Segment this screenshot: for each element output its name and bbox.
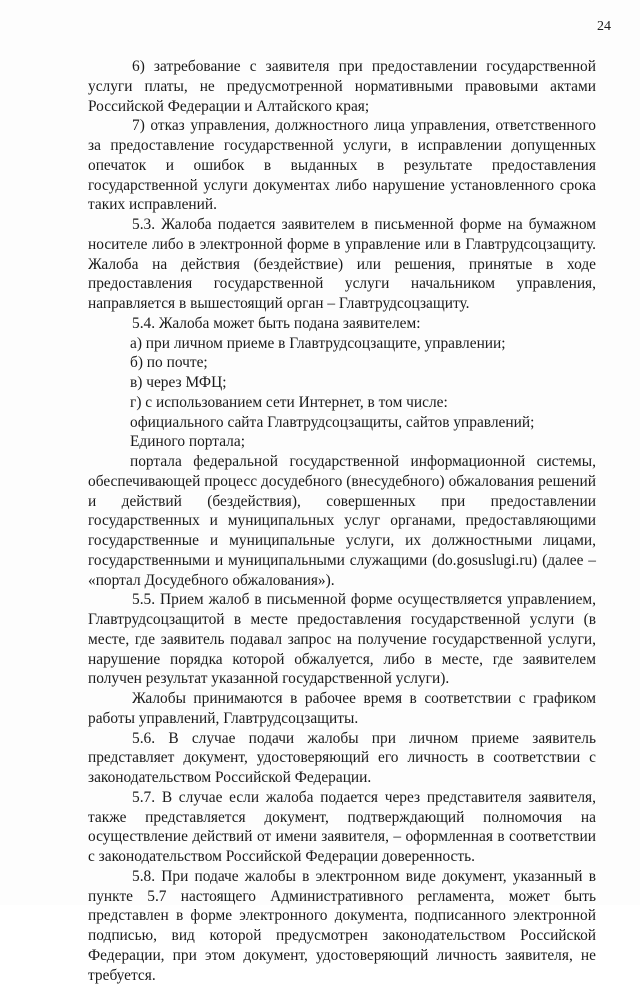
list-subitem-unified-portal: Единого портала; (130, 433, 245, 451)
paragraph-item-6: 6) затребование с заявителя при предоставлении государственной услуги платы, не предусмотренной нормативными правовыми актами Российской Федерации и Алтайского края; (88, 58, 596, 115)
document-body (88, 57, 596, 985)
paragraph-5-4: 5.4. Жалоба может быть подана заявителем: (132, 314, 421, 332)
page-number: 24 (597, 19, 611, 34)
paragraph-working-hours: Жалобы принимаются в рабочее время в соответствии с графиком работы управлений, Главтрудсоцзащиты. (88, 690, 596, 727)
list-subitem-pretrial-portal: портала федеральной государственной информационной системы, обеспечивающей процесс досудебного (внесудебного) обжалования решений и действий (бездействия), совершенных при предоставлении государственных и муниципальных услуг органами, предоставляющими государственные и муниципальные услуги, их должностными лицами, государственными и муниципальными служащими (do.gosuslugi.ru) (далее – «портал Досудебного обжалования»). (88, 453, 596, 589)
paragraph-5-3: 5.3. Жалоба подается заявителем в письменной форме на бумажном носителе либо в электронной форме в управление или в Главтрудсоцзащиту. Жалоба на действия (бездействие) или решения, принятые в ходе предоставления государственной услуги начальником управления, направляется в вышестоящий орган – Главтрудсоцзащиту. (88, 216, 596, 312)
paragraph-5-7: 5.7. В случае если жалоба подается через представителя заявителя, также представляется документ, подтверждающий полномочия на осуществление действий от имени заявителя, – оформленная в соответствии с законодательством Российской Федерации доверенность. (88, 788, 596, 865)
list-subitem-official-site: официального сайта Главтрудсоцзащиты, сайтов управлений; (130, 413, 535, 431)
paragraph-5-6: 5.6. В случае подачи жалобы при личном приеме заявитель представляет документ, удостоверяющий его личность в соответствии с законодательством Российской Федерации. (88, 729, 596, 786)
paragraph-item-7: 7) отказ управления, должностного лица управления, ответственного за предоставление государственной услуги, в исправлении допущенных опечаток и ошибок в выданных в результате предоставления государственной услуги документах либо нарушение установленного срока таких исправлений. (88, 117, 596, 214)
list-item-a: а) при личном приеме в Главтрудсоцзащите, управлении; (130, 334, 506, 352)
paragraph-5-8: 5.8. При подаче жалобы в электронном виде документ, указанный в пункте 5.7 настоящего Административного регламента, может быть представлен в форме электронного документа, подписанного электронной подписью, вид которой предусмотрен законодательством Российской Федерации, при этом документ, удостоверяющий личность заявителя, не требуется. (88, 867, 596, 984)
list-item-g: г) с использованием сети Интернет, в том числе: (130, 393, 448, 411)
list-item-v: в) через МФЦ; (130, 374, 227, 391)
paragraph-5-5: 5.5. Прием жалоб в письменной форме осуществляется управлением, Главтрудсоцзащитой в месте предоставления государственной услуги (в месте, где заявитель подавал запрос на получение государственной услуги, нарушение порядка которой обжалуется, либо в месте, где заявителем получен результат указанной государственной услуги). (88, 591, 596, 688)
list-item-b: б) по почте; (130, 354, 208, 372)
